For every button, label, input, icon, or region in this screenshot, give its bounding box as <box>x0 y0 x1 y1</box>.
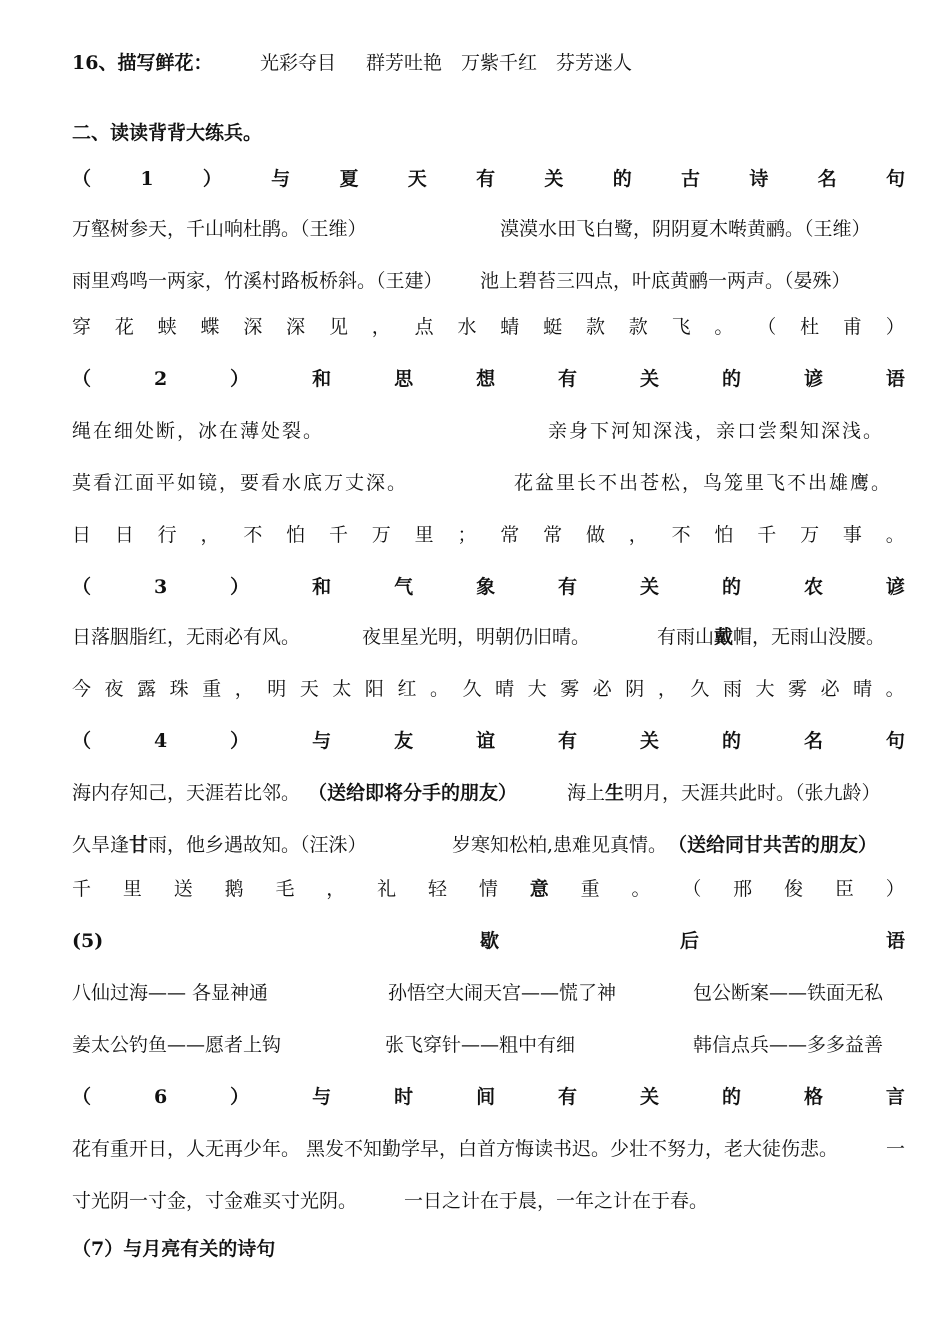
heading-char: 天 <box>407 168 427 190</box>
char: （ <box>682 878 702 900</box>
heading-char: 象 <box>476 576 496 598</box>
heading-char: 句 <box>885 168 905 190</box>
char: 俊 <box>784 878 804 900</box>
char: 雾 <box>560 678 580 700</box>
char: 日 <box>72 524 92 546</box>
heading-3 <box>72 574 905 600</box>
heading-char: 3 <box>153 576 168 598</box>
xiehouyu-text: 姜太公钓鱼——愿者上钩 <box>72 1034 282 1056</box>
heading-char: （ <box>72 1086 92 1108</box>
heading-char: （ <box>72 576 92 598</box>
char: 鹅 <box>224 878 244 900</box>
xiehouyu-text: 张飞穿针——粗中有细 <box>385 1034 576 1056</box>
xiehouyu-text: 包公断案——铁面无私 <box>693 982 884 1004</box>
heading-char: 语 <box>885 368 905 390</box>
heading-char: 的 <box>721 576 741 598</box>
heading-char: ） <box>230 1086 250 1108</box>
char: 蛱 <box>157 316 177 338</box>
heading-char: 农 <box>803 576 823 598</box>
weather-text: 有雨山戴帽，无雨山没腰。 <box>657 626 886 648</box>
heading-1 <box>72 166 905 192</box>
char: 。 <box>885 678 905 700</box>
char: ） <box>885 316 905 338</box>
item16-phrase: 光彩夺目 <box>260 52 337 74</box>
char: 常 <box>543 524 563 546</box>
char: 大 <box>527 678 547 700</box>
char: 大 <box>755 678 775 700</box>
char: 里 <box>122 878 142 900</box>
friend-text: 岁寒知松柏,患难见真情。 <box>452 834 668 856</box>
motto-text: 花有重开日，人无再少年。 黑发不知勤学早，白首方悔读书迟。少壮不努力，老大徒伤悲。 <box>72 1138 839 1160</box>
heading-char: 有 <box>476 168 496 190</box>
weather-line-spread <box>72 676 905 702</box>
heading-char: 1 <box>140 168 154 190</box>
char: 露 <box>137 678 157 700</box>
heading-char: 想 <box>476 368 496 390</box>
heading-char: 6 <box>153 1086 168 1108</box>
heading-char: 的 <box>721 1086 741 1108</box>
poem-text: 万壑树参天，千山响杜鹃。（王维） <box>72 218 367 240</box>
char: 事 <box>842 524 862 546</box>
friend-text: 久旱逢甘雨，他乡遇故知。（汪洙） <box>72 834 367 856</box>
heading-char: 谚 <box>885 576 905 598</box>
heading-char: 有 <box>558 730 578 752</box>
motto-text: 一 <box>886 1138 906 1160</box>
item16-phrase: 群芳吐艳 <box>366 52 443 74</box>
poem-text: 池上碧苔三四点，叶底黄鹂一两声。（晏殊） <box>480 270 851 292</box>
heading-char: 有 <box>558 1086 578 1108</box>
motto-text: 一日之计在于晨，一年之计在于春。 <box>404 1190 709 1212</box>
char: ） <box>885 878 905 900</box>
heading-char: ） <box>230 576 250 598</box>
char: ， <box>326 878 346 900</box>
heading-char: 关 <box>640 730 660 752</box>
heading-char: 言 <box>885 1086 905 1108</box>
heading-char: （ <box>72 168 92 190</box>
char: 千 <box>328 524 348 546</box>
char: 款 <box>585 316 605 338</box>
heading-char: 时 <box>394 1086 414 1108</box>
heading-char: ） <box>230 368 250 390</box>
char: ， <box>628 524 648 546</box>
heading-char: 2 <box>153 368 168 390</box>
heading-char: 句 <box>885 730 905 752</box>
char: 晴 <box>495 678 515 700</box>
char: ， <box>234 678 254 700</box>
char: 怕 <box>714 524 734 546</box>
char: 日 <box>114 524 134 546</box>
char: 雾 <box>788 678 808 700</box>
friend-text: 海上生明月，天涯共此时。（张九龄） <box>567 782 881 804</box>
heading-2 <box>72 366 905 392</box>
heading-char: 关 <box>640 576 660 598</box>
heading-char: 后 <box>680 930 700 952</box>
char: 阳 <box>364 678 384 700</box>
char: 蜓 <box>543 316 563 338</box>
heading-char: 谚 <box>803 368 823 390</box>
heading-7: （7）与月亮有关的诗句 <box>72 1238 276 1260</box>
friend-note: （送给同甘共苦的朋友） <box>668 834 878 856</box>
char: 重 <box>580 878 600 900</box>
heading-char: 关 <box>640 368 660 390</box>
char: ， <box>371 316 391 338</box>
poem-text: 漠漠水田飞白鹭，阴阴夏木啭黄鹂。（王维） <box>500 218 871 240</box>
friend-line-spread <box>72 876 905 902</box>
char: 。 <box>631 878 651 900</box>
char: 万 <box>800 524 820 546</box>
char: 晴 <box>853 678 873 700</box>
char: 毛 <box>275 878 295 900</box>
char: 邢 <box>733 878 753 900</box>
heading-char: 有 <box>558 368 578 390</box>
char: 里 <box>414 524 434 546</box>
weather-text: 日落胭脂红，无雨必有风。 <box>72 626 301 648</box>
char: 太 <box>332 678 352 700</box>
proverb-text: 绳在细处断，冰在薄处裂。 <box>72 420 325 442</box>
char: 千 <box>72 878 92 900</box>
char: 行 <box>157 524 177 546</box>
char: 必 <box>820 678 840 700</box>
char: 深 <box>243 316 263 338</box>
heading-char: 谊 <box>476 730 496 752</box>
char: 做 <box>585 524 605 546</box>
heading-char: （ <box>72 368 92 390</box>
proverb-text: 花盆里长不出苍松，鸟笼里飞不出雄鹰。 <box>514 472 893 494</box>
heading-char: 的 <box>612 168 632 190</box>
heading-char: 与 <box>312 730 332 752</box>
char: 轻 <box>428 878 448 900</box>
char: 。 <box>714 316 734 338</box>
weather-text: 夜里星光明，明朝仍旧晴。 <box>362 626 591 648</box>
char: 见 <box>328 316 348 338</box>
char: 天 <box>299 678 319 700</box>
char: 千 <box>757 524 777 546</box>
char: 必 <box>592 678 612 700</box>
heading-char: 气 <box>394 576 414 598</box>
motto-text: 寸光阴一寸金，寸金难买寸光阴。 <box>72 1190 358 1212</box>
char: 水 <box>457 316 477 338</box>
heading-char: 与 <box>312 1086 332 1108</box>
item16-phrase: 万紫千红 <box>461 52 538 74</box>
char: 杜 <box>800 316 820 338</box>
xiehouyu-text: 孙悟空大闹天宫——慌了神 <box>388 982 617 1004</box>
heading-char: 关 <box>544 168 564 190</box>
char: 万 <box>371 524 391 546</box>
heading-char: 夏 <box>339 168 359 190</box>
item16-title: 16、描写鲜花： <box>72 52 213 74</box>
proverb-line-spread <box>72 522 905 548</box>
char: 怕 <box>286 524 306 546</box>
heading-char: 名 <box>817 168 837 190</box>
section2-title: 二、读读背背大练兵。 <box>72 122 263 144</box>
char: 久 <box>690 678 710 700</box>
proverb-text: 莫看江面平如镜，要看水底万丈深。 <box>72 472 409 494</box>
char: 常 <box>500 524 520 546</box>
char: 今 <box>72 678 92 700</box>
char: 不 <box>243 524 263 546</box>
heading-char: 有 <box>558 576 578 598</box>
char: ， <box>200 524 220 546</box>
char: 久 <box>462 678 482 700</box>
friend-text: 海内存知己，天涯若比邻。 <box>72 782 301 804</box>
heading-char: 4 <box>153 730 168 752</box>
char: ； <box>457 524 477 546</box>
char: 飞 <box>671 316 691 338</box>
xiehouyu-text: 韩信点兵——多多益善 <box>693 1034 884 1056</box>
char: 深 <box>286 316 306 338</box>
char: ， <box>657 678 677 700</box>
heading-char: 古 <box>681 168 701 190</box>
heading-char: 和 <box>312 576 332 598</box>
heading-char: 友 <box>394 730 414 752</box>
char: 夜 <box>104 678 124 700</box>
char: （ <box>757 316 777 338</box>
heading-4 <box>72 728 905 754</box>
heading-char: 语 <box>886 930 906 952</box>
heading-char: （ <box>72 730 92 752</box>
char: 雨 <box>722 678 742 700</box>
char: 意 <box>529 878 549 900</box>
char: 重 <box>202 678 222 700</box>
xiehouyu-text: 八仙过海—— 各显神通 <box>72 982 269 1004</box>
char: 穿 <box>72 316 92 338</box>
char: 蜻 <box>500 316 520 338</box>
char: 不 <box>671 524 691 546</box>
proverb-text: 亲身下河知深浅，亲口尝梨知深浅。 <box>548 420 885 442</box>
heading-char: 歇 <box>480 930 500 952</box>
char: 情 <box>478 878 498 900</box>
char: 送 <box>173 878 193 900</box>
heading-char: 与 <box>271 168 291 190</box>
char: 珠 <box>169 678 189 700</box>
char: 红 <box>397 678 417 700</box>
char: 款 <box>628 316 648 338</box>
char: 蝶 <box>200 316 220 338</box>
heading-char: ） <box>202 168 222 190</box>
char: 花 <box>114 316 134 338</box>
poem-line-spread <box>72 314 905 340</box>
heading-char: 和 <box>312 368 332 390</box>
heading-char: 关 <box>640 1086 660 1108</box>
heading-char: 的 <box>721 368 741 390</box>
heading-char: 的 <box>721 730 741 752</box>
char: 。 <box>885 524 905 546</box>
char: 点 <box>414 316 434 338</box>
poem-text: 雨里鸡鸣一两家，竹溪村路板桥斜。（王建） <box>72 270 443 292</box>
char: 。 <box>430 678 450 700</box>
char: 阴 <box>625 678 645 700</box>
heading-6 <box>72 1084 905 1110</box>
heading-char: 诗 <box>749 168 769 190</box>
char: 礼 <box>377 878 397 900</box>
heading-char: (5) <box>72 930 104 952</box>
heading-char: 名 <box>803 730 823 752</box>
char: 甫 <box>842 316 862 338</box>
heading-char: 格 <box>803 1086 823 1108</box>
heading-char: 思 <box>394 368 414 390</box>
heading-char: 间 <box>476 1086 496 1108</box>
char: 明 <box>267 678 287 700</box>
friend-note: （送给即将分手的朋友） <box>308 782 518 804</box>
char: 臣 <box>834 878 854 900</box>
item16-phrase: 芬芳迷人 <box>556 52 633 74</box>
heading-char: ） <box>230 730 250 752</box>
